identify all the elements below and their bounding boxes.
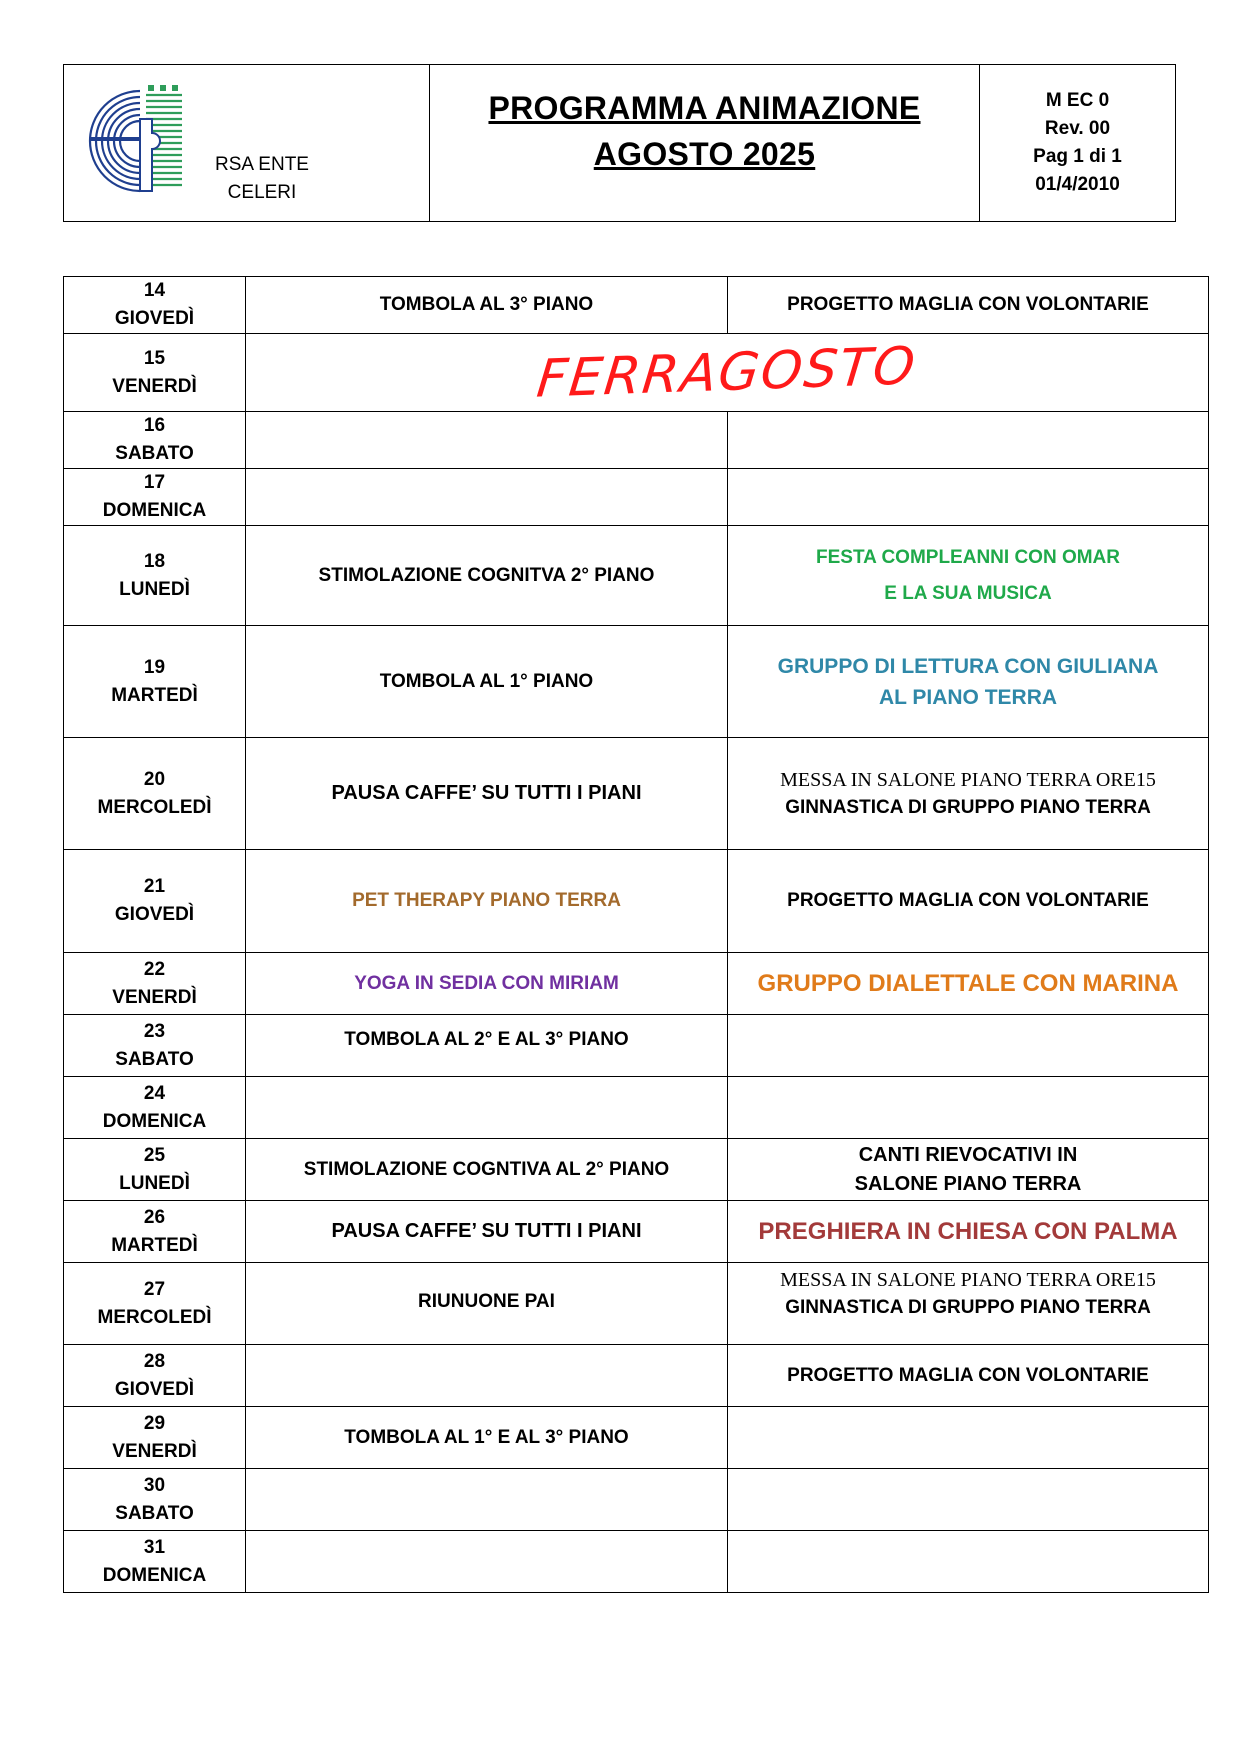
activity-line: MESSA IN SALONE PIANO TERRA ORE15	[780, 1269, 1156, 1291]
day-cell	[64, 1201, 246, 1263]
day-number: 29	[143, 1412, 166, 1434]
activity-cell-2	[728, 412, 1209, 469]
activity-cell-1: PAUSA CAFFE’ SU TUTTI I PIANI	[246, 1201, 728, 1263]
day-number: 15	[143, 347, 166, 369]
header-doc-info-cell	[980, 65, 1175, 221]
activity-cell-2	[728, 1015, 1209, 1077]
day-number: 18	[143, 550, 166, 572]
activity-cell-1: YOGA IN SEDIA CON MIRIAM	[246, 953, 728, 1015]
day-cell	[64, 953, 246, 1015]
activity-line: SALONE PIANO TERRA	[854, 1172, 1082, 1195]
activity-cell-2: PREGHIERA IN CHIESA CON PALMA	[728, 1201, 1209, 1263]
activity-cell-2: PROGETTO MAGLIA CON VOLONTARIE	[728, 1345, 1209, 1407]
doc-date: 01/4/2010	[1035, 174, 1120, 195]
day-cell	[64, 1139, 246, 1201]
day-cell	[64, 1345, 246, 1407]
day-number: 25	[143, 1144, 166, 1166]
table-row	[64, 526, 1209, 626]
day-number: 21	[143, 876, 166, 897]
activity-cell-2: GRUPPO DIALETTALE CON MARINA	[728, 953, 1209, 1015]
day-name: GIOVEDÌ	[114, 1378, 195, 1400]
holiday-label: FERRAGOSTO	[534, 335, 920, 410]
organization-logo	[78, 79, 198, 199]
day-name: LUNEDÌ	[119, 578, 190, 600]
doc-revision: Rev. 00	[1044, 118, 1111, 139]
day-name: DOMENICA	[102, 500, 207, 521]
activity-cell-2	[728, 526, 1209, 626]
activity-cell-2: PROGETTO MAGLIA CON VOLONTARIE	[728, 277, 1209, 334]
day-number: 31	[143, 1536, 166, 1558]
table-row	[64, 1407, 1209, 1469]
day-name: MARTEDÌ	[111, 1234, 198, 1256]
day-name: VENERDÌ	[112, 986, 197, 1008]
day-cell	[64, 1469, 246, 1531]
day-number: 17	[143, 472, 166, 493]
day-name: MERCOLEDÌ	[97, 796, 212, 818]
activity-cell-2: PROGETTO MAGLIA CON VOLONTARIE	[728, 850, 1209, 953]
day-name: SABATO	[115, 1502, 194, 1524]
activity-cell-1: PAUSA CAFFE’ SU TUTTI I PIANI	[246, 738, 728, 850]
day-cell	[64, 1015, 246, 1077]
table-row	[64, 1139, 1209, 1201]
activity-cell-1	[246, 469, 728, 526]
table-row	[64, 1345, 1209, 1407]
day-name: GIOVEDÌ	[114, 904, 195, 925]
activity-cell-1	[246, 1077, 728, 1139]
activity-line: GINNASTICA DI GRUPPO PIANO TERRA	[785, 796, 1151, 818]
activity-cell-2	[728, 1531, 1209, 1593]
activity-cell-2	[728, 626, 1209, 738]
table-row	[64, 1531, 1209, 1593]
activity-line: FESTA COMPLEANNI CON OMAR	[816, 546, 1120, 568]
day-number: 16	[143, 415, 166, 436]
table-row	[64, 1469, 1209, 1531]
table-row	[64, 738, 1209, 850]
activity-cell-1	[246, 1469, 728, 1531]
document-header	[63, 64, 1176, 222]
schedule-table	[63, 276, 1209, 1593]
table-row	[64, 277, 1209, 334]
table-row	[64, 1201, 1209, 1263]
day-number: 20	[143, 768, 166, 790]
table-row	[64, 626, 1209, 738]
org-name-line2: CELERI	[227, 182, 297, 203]
activity-line: GRUPPO DI LETTURA CON GIULIANA	[777, 654, 1159, 678]
activity-cell-1: PET THERAPY PIANO TERRA	[246, 850, 728, 953]
activity-cell-1: STIMOLAZIONE COGNITVA 2° PIANO	[246, 526, 728, 626]
day-cell	[64, 1407, 246, 1469]
activity-cell-1: TOMBOLA AL 1° E AL 3° PIANO	[246, 1407, 728, 1469]
day-cell	[64, 334, 246, 412]
header-title-cell	[430, 65, 980, 221]
activity-line: E LA SUA MUSICA	[884, 582, 1052, 604]
activity-line: AL PIANO TERRA	[878, 685, 1058, 709]
activity-cell-1	[246, 1345, 728, 1407]
table-row	[64, 850, 1209, 953]
doc-code: M EC 0	[1045, 90, 1110, 111]
activity-cell-2	[728, 1469, 1209, 1531]
table-row	[64, 953, 1209, 1015]
day-number: 30	[143, 1474, 166, 1496]
table-row	[64, 469, 1209, 526]
day-number: 26	[143, 1206, 166, 1228]
day-name: VENERDÌ	[112, 375, 197, 397]
day-name: MARTEDÌ	[111, 684, 198, 706]
day-cell	[64, 626, 246, 738]
day-cell	[64, 738, 246, 850]
table-row	[64, 412, 1209, 469]
day-number: 28	[143, 1350, 166, 1372]
day-cell	[64, 469, 246, 526]
org-name-line1: RSA ENTE	[215, 154, 309, 175]
day-name: SABATO	[115, 1048, 194, 1070]
activity-line: GINNASTICA DI GRUPPO PIANO TERRA	[785, 1297, 1151, 1318]
organization-name	[212, 151, 312, 207]
activity-cell-1: TOMBOLA AL 1° PIANO	[246, 626, 728, 738]
activity-cell-1: TOMBOLA AL 2° E AL 3° PIANO	[246, 1015, 728, 1077]
activity-cell-1	[246, 412, 728, 469]
header-logo-cell	[64, 65, 430, 221]
day-cell	[64, 850, 246, 953]
day-name: DOMENICA	[102, 1110, 207, 1132]
table-row	[64, 1077, 1209, 1139]
table-row	[64, 334, 1209, 412]
day-cell	[64, 277, 246, 334]
holiday-cell	[246, 334, 1209, 412]
activity-line: CANTI RIEVOCATIVI IN	[858, 1143, 1078, 1166]
day-number: 22	[143, 958, 166, 980]
day-number: 14	[143, 280, 166, 301]
day-cell	[64, 412, 246, 469]
activity-line: MESSA IN SALONE PIANO TERRA ORE15	[780, 768, 1156, 791]
activity-cell-1	[246, 1531, 728, 1593]
day-name: VENERDÌ	[112, 1440, 197, 1462]
activity-cell-2	[728, 1263, 1209, 1345]
table-row	[64, 1263, 1209, 1345]
day-number: 23	[143, 1020, 166, 1042]
day-number: 19	[143, 656, 166, 678]
document-title-line2: AGOSTO 2025	[593, 136, 816, 172]
day-number: 27	[143, 1278, 166, 1300]
activity-cell-2	[728, 1407, 1209, 1469]
day-name: DOMENICA	[102, 1564, 207, 1586]
table-row	[64, 1015, 1209, 1077]
day-name: GIOVEDÌ	[114, 308, 195, 329]
activity-cell-1: TOMBOLA AL 3° PIANO	[246, 277, 728, 334]
day-cell	[64, 1531, 246, 1593]
day-cell	[64, 526, 246, 626]
day-name: SABATO	[115, 443, 194, 464]
activity-cell-2	[728, 1139, 1209, 1201]
activity-cell-2	[728, 469, 1209, 526]
doc-page: Pag 1 di 1	[1033, 146, 1122, 167]
document-title-line1: PROGRAMMA ANIMAZIONE	[488, 90, 921, 126]
day-cell	[64, 1263, 246, 1345]
activity-cell-2	[728, 738, 1209, 850]
day-number: 24	[143, 1082, 166, 1104]
activity-cell-1: STIMOLAZIONE COGNTIVA AL 2° PIANO	[246, 1139, 728, 1201]
day-name: MERCOLEDÌ	[97, 1306, 212, 1328]
day-cell	[64, 1077, 246, 1139]
day-name: LUNEDÌ	[119, 1172, 190, 1194]
activity-cell-1: RIUNUONE PAI	[246, 1263, 728, 1345]
activity-cell-2	[728, 1077, 1209, 1139]
